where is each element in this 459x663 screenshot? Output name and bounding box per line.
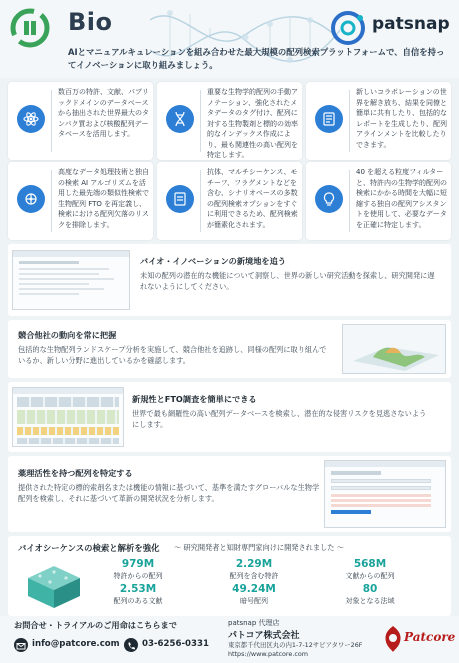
feature-text: 新しいコラボレーションの世界を解き放ち、結果を同僚と簡単に共有したり、包括的なレポートを生成したり、配列アラインメントを比較したりできます。 <box>356 88 447 149</box>
stat-label: 特許からの配列 <box>113 572 163 580</box>
banner-pharmacology <box>8 456 451 532</box>
phone-icon <box>124 638 138 652</box>
tagline: AIとマニュアルキュレーションを組み合わせた最大規模の配列検索プラットフォームで、自信を持ってイノベーションに取り組みましょう。 <box>68 47 445 70</box>
database-cube-icon <box>20 562 88 612</box>
divider <box>349 170 350 232</box>
stat-value: 2.53M <box>119 583 157 595</box>
company-address: 東京都千代田区丸の内1-7-12サピアタワー26F <box>228 641 363 649</box>
stat-value: 80 <box>362 583 378 595</box>
agent-label: patsnap 代理店 <box>228 619 280 627</box>
stats-panel <box>8 536 451 616</box>
feature-text: 数百万の特許、文献、パブリックドメインのデータベースから抽出された世界最大のタンパク質および核酸配列データベースを活用します。 <box>58 88 149 138</box>
screenshot-thumbnail <box>12 250 130 310</box>
bio-logo-icon <box>10 8 50 48</box>
company-name: パトコア株式会社 <box>228 631 300 641</box>
email-link[interactable]: info@patcore.com <box>32 639 120 649</box>
stat-value: 49.24M <box>232 583 276 595</box>
dna-icon <box>166 105 194 133</box>
stat-label: 配列を含む特許 <box>229 572 279 580</box>
stat-label: 暗号配列 <box>240 597 268 605</box>
divider <box>349 90 350 152</box>
company-url[interactable]: https://www.patcore.com <box>228 650 309 658</box>
stat-value: 979M <box>121 558 155 570</box>
stats-subtitle: ～ 研究開発者と知財専門家向けに開発されました ～ <box>174 543 344 552</box>
banner-desc: 提供された特定の標的索剤名または機能の情報に基づいて、基準を満たすグローバルな生物学配列を検索し、それに基づいて革新の開発状況を分析します。 <box>18 483 320 503</box>
feature-card <box>157 82 302 160</box>
banner-new-frontier <box>8 244 451 316</box>
lightbulb-icon <box>315 185 343 213</box>
banner-desc: 世界で最も網羅性の高い配列データベースを検索し、潜在的な侵害リスクを見逃さないようにします。 <box>132 409 427 429</box>
patcore-logo: Patcore <box>404 630 456 644</box>
landscape-map-thumbnail <box>342 324 446 374</box>
header <box>0 0 459 78</box>
feature-text: 高度なデータ処理技術と独自の検索 AI アルゴリズムを活用した最先端の類似性検索で生物配列 FTO を再定義し、検索における配列欠落のリスクを排除します。 <box>58 168 149 229</box>
feature-card <box>157 162 302 240</box>
feature-card <box>8 82 153 160</box>
stat-value: 2.29M <box>235 558 273 570</box>
divider <box>200 90 201 152</box>
feature-card <box>306 82 451 160</box>
banner-fto <box>8 382 451 452</box>
document-icon <box>315 105 343 133</box>
divider <box>51 90 52 152</box>
banner-title: 競合他社の動向を常に把握 <box>18 330 117 340</box>
banner-desc: 未知の配列の潜在的な機能について洞察し、世界の新しい研究活動を探索し、研究開発に遅れないようにしてください。 <box>140 271 435 291</box>
atom-icon <box>17 105 45 133</box>
form-screenshot-thumbnail <box>324 460 446 528</box>
divider <box>200 170 201 232</box>
banner-title: 新規性とFTO調査を簡単にできる <box>132 394 257 404</box>
footer <box>0 616 459 663</box>
table-screenshot-thumbnail <box>12 387 124 447</box>
divider <box>51 170 52 232</box>
feature-text: 抗体、マルチシーケンス、モチーフ、フラグメントなどを含む、シナリオベースの多数の配列検索オプションをすぐに利用できるため、配列検索が簡素化されます。 <box>207 168 298 229</box>
feature-text: 40 を超える粒度フィルターと、特許内の生物学的配列の検索にかかる時間を大幅に短縮する独自の配列アシスタントを使用して、必要なデータを正確に特定します。 <box>356 168 447 229</box>
phone-number[interactable]: 03-6256-0331 <box>142 639 209 649</box>
banner-competitor <box>8 320 451 378</box>
patcore-seal-icon <box>382 624 404 654</box>
contact-heading: お問合せ・トライアルのご用命はこちらまで <box>14 620 177 630</box>
feature-text: 重要な生物学的配列の手動アノテーション、強化されたメタデータのタグ付け、配列に対する生物製剤と標的の効率的なインデックス作成により、最も関連性の高い配列を特定します。 <box>207 88 298 159</box>
banner-title: 薬理活性を持つ配列を特定する <box>18 468 133 478</box>
partner-name: patsnap <box>372 14 450 34</box>
feature-card <box>306 162 451 240</box>
stat-label: 配列のある文献 <box>113 597 163 605</box>
molecule-icon <box>166 185 194 213</box>
email-icon <box>14 638 28 652</box>
stats-title: バイオシーケンスの検索と解析を強化 <box>18 543 160 553</box>
feature-card <box>8 162 153 240</box>
stat-label: 対象となる法域 <box>345 597 395 605</box>
banner-desc: 包括的な生物配列ランドスケープ分析を実施して、競合他社を追跡し、同様の配列に取り組んでいるか、新しい分野に進出しているかを確認します。 <box>18 345 327 365</box>
stat-label: 文献からの配列 <box>345 572 395 580</box>
patsnap-logo-icon <box>330 10 366 46</box>
ai-brain-icon <box>17 185 45 213</box>
stat-value: 568M <box>353 558 387 570</box>
brand-name: Bio <box>68 8 113 36</box>
banner-title: バイオ・イノベーションの新境地を追う <box>140 256 286 266</box>
